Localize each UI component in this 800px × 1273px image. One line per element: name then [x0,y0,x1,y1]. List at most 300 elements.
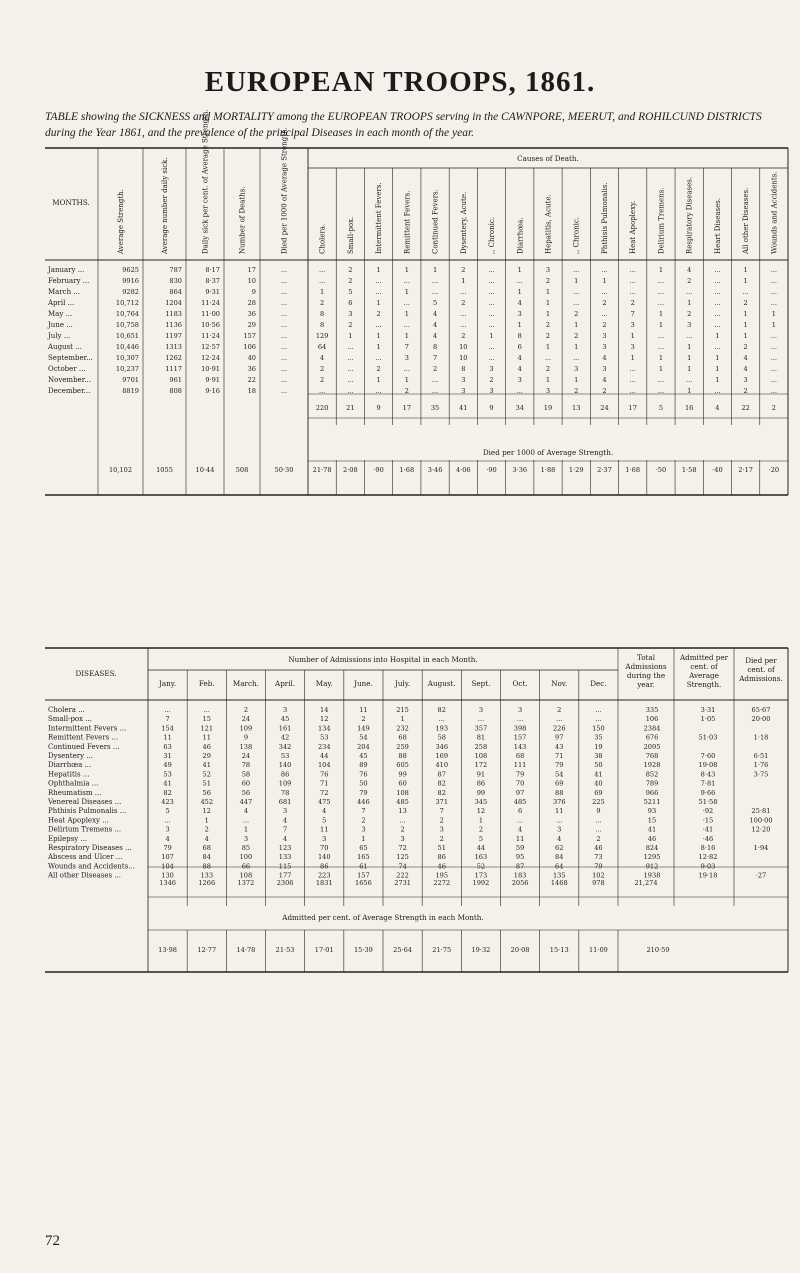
percent-cell: 19·18 [698,871,718,880]
percent-cell: ·46 [702,834,714,843]
cause-total: 220 [315,404,329,412]
table-cell: 3 [461,387,466,395]
total-cell: 789 [645,779,659,788]
month-header: July. [394,679,411,688]
column-header: ,, Chronic. [572,217,581,254]
table-cell: 1 [658,354,664,362]
total-cell: 1295 [643,853,661,862]
table-cell: 3 [602,343,607,351]
monthly-percent-cell: 19·32 [471,946,491,954]
table-cell: ... [601,310,608,318]
table-cell: 258 [474,742,488,751]
table-cell: 71 [555,752,564,760]
cause-total: 19 [543,404,553,412]
table-cell: 10·91 [201,365,220,373]
table-cell: 8 [320,321,325,329]
table-cell: 43 [555,742,564,751]
table-cell: 4 [557,834,562,843]
column-header: Number of Deaths. [238,186,247,254]
table-cell: 36 [247,365,256,373]
table-cell: 45 [359,752,368,760]
table-cell: ... [280,321,288,329]
table-cell: 49 [163,761,172,770]
table-cell: 2 [461,266,466,274]
table-cell: 29 [202,752,211,760]
table-cell: 3 [489,365,494,373]
table-cell: ... [375,321,382,329]
table-cell: 169 [435,752,449,760]
table-cell: 2 [243,706,249,714]
table-cell: 165 [357,853,370,862]
table-cell: ... [488,277,495,285]
table-cell: 3 [400,834,405,843]
table-cell: 8 [320,310,325,318]
table-cell: 2 [320,376,325,384]
month-label: October ... [48,365,86,373]
table-cell: 1 [715,376,720,384]
table-cell: 53 [280,752,290,760]
disease-label: Cholera ... [48,706,85,714]
table-cell: 1136 [165,321,182,329]
table-cell: 71 [320,779,329,788]
monthly-percent-cell: 25·64 [393,946,413,954]
table-cell: ... [318,277,326,285]
table-cell: 446 [357,798,370,806]
died-cell: 20·00 [751,715,771,724]
table-cell: ... [556,816,563,825]
cause-total: 17 [402,404,412,412]
table-cell: 2 [602,321,607,329]
month-header: Oct. [512,679,528,688]
table-cell: 150 [592,724,605,733]
column-header: Phthisis Pulmonalis. [600,182,609,254]
disease-label: Wounds and Accidents... [48,862,135,871]
table-cell: 2 [630,299,635,307]
table-cell: 18 [247,387,256,395]
table-cell: 58 [437,733,446,742]
table-cell: 1 [545,299,551,307]
table-cell: 59 [515,844,525,852]
summary-cell: 2·37 [597,466,612,474]
month-header: Dec. [590,679,607,688]
table-cell: ... [714,321,721,329]
cause-total: 4 [715,404,720,412]
months-header: MONTHS. [52,198,90,207]
table-cell: 1 [574,376,579,384]
summary-cell: 1·68 [399,466,415,474]
table-cell: 3 [517,310,522,318]
table-cell: 11 [202,733,211,742]
table-cell: 88 [555,788,564,797]
table-cell: 234 [317,742,331,751]
table-cell: 72 [398,844,407,852]
table-cell: 1 [687,365,692,373]
table-cell: 346 [435,742,449,751]
table-cell: 2 [439,834,444,843]
admitted-percent-header: Admitted per [679,653,729,662]
table-cell: 1 [743,277,748,285]
total-cell: 15 [647,816,657,825]
month-total: 1992 [472,879,490,887]
cause-total: 41 [459,404,468,412]
table-cell: 371 [435,798,449,806]
total-cell: 1928 [643,761,661,770]
table-cell: 97 [515,788,525,797]
table-cell: ... [280,332,288,340]
table-cell: 225 [592,798,605,806]
summary-cell: 50·30 [274,466,294,474]
table-cell: 8·17 [205,266,220,274]
table-cell: 154 [161,724,174,733]
table-cell: 4 [243,807,249,816]
table-cell: 41 [594,770,603,779]
table-cell: 10,758 [115,321,139,329]
table-cell: 99 [476,788,486,797]
percent-cell: 9·66 [700,788,716,797]
table-cell: 14 [320,706,329,714]
table-cell: 104 [161,862,174,871]
total-cell: 41 [647,825,657,834]
table-cell: 104 [317,761,331,770]
table-cell: ... [573,354,580,362]
table-cell: 3 [545,266,551,274]
table-cell: 3 [630,343,635,351]
summary-cell: 21·78 [312,466,332,474]
table-cell: 11·00 [201,310,220,318]
table-cell: 7 [165,715,170,724]
table-cell: 129 [315,332,329,340]
table-cell: 66 [241,862,251,871]
disease-label: Epilepsy ... [48,834,88,843]
table-cell: ... [686,332,693,340]
disease-label: Venereal Diseases ... [48,798,122,806]
table-cell: 9701 [122,376,139,384]
table-cell: ... [714,277,721,285]
table-cell: 2 [461,332,466,340]
percent-cell: ·15 [702,816,714,825]
table-cell: 100 [239,853,253,862]
table-cell: 64 [555,862,564,871]
table-cell: 4 [602,354,607,362]
table-cell: 10 [459,354,468,362]
table-cell: ... [375,288,382,296]
table-cell: 3 [557,825,562,834]
column-header: Average number daily sick. [161,157,169,254]
table-cell: ... [280,387,288,395]
table-cell: 13 [398,807,407,816]
column-header: ,, Chronic. [488,217,497,254]
table-cell: 410 [435,761,449,770]
table-cell: 1 [630,354,635,362]
table-cell: 3 [439,825,444,834]
table-cell: 78 [241,761,251,770]
table-cell: 82 [163,788,172,797]
table-cell: ... [657,332,665,340]
table-cell: 70 [320,844,329,852]
table-cell: ... [164,706,171,714]
table-cell: ... [280,376,288,384]
table-cell: 108 [239,871,253,880]
table-cell: 89 [359,761,368,770]
column-header: Intermittent Fevers. [375,182,384,254]
table-cell: 68 [515,752,525,760]
column-header: Hepatitis, Acute. [544,194,553,254]
table-cell: 111 [513,761,527,770]
table-cell: 9 [251,288,256,296]
table-cell: ... [516,715,524,724]
table-cell: 1313 [165,343,182,351]
table-cell: 1 [545,343,551,351]
table-cell: 10 [459,343,468,351]
table-cell: 1 [517,321,522,329]
table-cell: 108 [396,788,409,797]
admitted-percent-header: Strength. [686,680,722,689]
page-title: EUROPEAN TROOPS, 1861. [204,66,596,98]
table-cell: 3 [517,376,522,384]
table-cell: 1262 [165,354,182,362]
table-cell: 86 [476,779,486,788]
table-cell: 17 [247,266,256,274]
table-cell: 1 [771,310,776,318]
month-header: April. [275,679,296,688]
table-cell: 1 [658,365,664,373]
grand-total: 21,274 [634,879,658,887]
month-label: November... [48,376,91,384]
table-cell: ... [629,277,636,285]
table-cell: 1 [376,376,381,384]
column-header: Cholera. [318,223,327,254]
table-cell: 3 [348,310,353,318]
table-cell: ... [347,387,354,395]
disease-label: Continued Fevers ... [48,742,120,751]
table-cell: ... [657,376,665,384]
table-cell: 1 [771,321,776,329]
table-cell: 3 [478,706,484,714]
table-cell: 8 [461,365,466,373]
disease-label: Rheumatism ... [48,788,102,797]
table-cell: 2 [348,277,353,285]
table-cell: 8·37 [205,277,220,285]
month-header: Feb. [198,679,215,688]
table-cell: ... [657,277,665,285]
summary-cell: 2·08 [343,466,358,474]
table-cell: 3 [361,825,366,834]
table-cell: 60 [241,779,251,788]
table-cell: ... [375,387,382,395]
table-cell: 2 [545,332,551,340]
table-cell: 86 [320,862,329,871]
disease-label: All other Diseases ... [48,871,121,880]
cause-total: 34 [515,404,524,412]
total-cell: 2095 [643,742,661,751]
table-cell: 5 [165,807,170,816]
table-cell: 2 [400,825,405,834]
table-cell: 5 [322,816,327,825]
table-cell: ... [431,288,439,296]
table-cell: ... [595,706,602,714]
table-cell: 1 [630,332,635,340]
table-cell: ... [403,299,410,307]
table-cell: 1 [545,288,551,296]
table-cell: 97 [555,733,564,742]
table-cell: 1 [687,299,692,307]
table-cell: 79 [555,761,564,770]
table-cell: 808 [169,387,182,395]
table-cell: ... [573,299,580,307]
table-cell: ... [347,354,354,362]
table-cell: ... [488,343,495,351]
table-cell: 1 [478,816,484,825]
table-cell: 10·56 [201,321,220,329]
table-cell: 87 [515,862,525,871]
table-cell: 12 [320,715,329,724]
summary-cell: 1·88 [540,466,556,474]
table-cell: 485 [513,798,527,806]
table-cell: 11 [515,834,525,843]
month-header: March. [232,679,259,688]
table-cell: 173 [474,871,488,880]
table-cell: 12 [202,807,211,816]
table-cell: ... [595,816,602,825]
table-cell: ... [742,288,749,296]
table-cell: ... [347,365,354,373]
table-cell: 1117 [165,365,182,373]
table-cell: 3 [322,834,327,843]
table-cell: 961 [169,376,182,384]
table-cell: ... [714,288,721,296]
table-cell: 140 [278,761,292,770]
table-cell: 2 [376,365,381,373]
table-cell: 1 [574,321,579,329]
table-cell: 3 [574,365,579,373]
table-cell: ... [629,376,636,384]
table-cell: 51 [202,779,211,788]
table-cell: 5 [348,288,353,296]
table-cell: ... [657,299,665,307]
table-cell: 8819 [122,387,139,395]
monthly-percent-cell: 14·78 [236,946,256,954]
table-cell: 172 [474,761,488,770]
died-cell: ·27 [755,871,767,880]
monthly-percent-cell: 15·13 [549,946,569,954]
summary-cell: 10,102 [108,466,133,474]
table-cell: 68 [398,733,407,742]
table-cell: 86 [280,770,290,779]
page-number: 72 [45,1233,60,1249]
total-admissions-header: Admissions [625,662,667,671]
table-cell: 7 [404,343,409,351]
column-header: Died per 1000 of Average Strength. [280,127,289,254]
table-cell: ... [516,816,524,825]
table-cell: 81 [476,733,486,742]
table-cell: ... [280,266,288,274]
table-cell: 7 [630,310,635,318]
cause-total: 21 [346,404,355,412]
table-cell: 357 [474,724,488,733]
total-cell: 768 [645,752,659,760]
table-cell: ... [488,321,495,329]
table-cell: 787 [169,266,182,274]
table-cell: 38 [594,752,603,760]
table-cell: 36 [247,310,256,318]
table-cell: 1 [545,310,551,318]
month-total: 1656 [355,879,372,887]
table-cell: ... [770,365,778,373]
admissions-group-header: Number of Admissions into Hospital in each Month. [288,655,478,664]
table-cell: ... [403,277,410,285]
table-cell: 3 [165,825,170,834]
month-label: March ... [48,288,81,296]
total-admissions-header: year. [637,680,655,689]
table-cell: 9916 [122,277,139,285]
percent-cell: 8·16 [700,844,716,852]
table-cell: 3 [404,354,409,362]
table-cell: ... [770,332,778,340]
table-cell: 52 [202,770,211,779]
table-cell: 4 [282,834,288,843]
table-cell: ... [629,266,636,274]
table-cell: ... [573,266,580,274]
table-cell: 44 [320,752,329,760]
monthly-percent-cell: 12·77 [197,946,217,954]
admitted-percent-header: Average [689,671,719,680]
table-cell: 1 [400,715,405,724]
disease-label: Abscess and Ulcer ... [48,853,123,862]
column-header: All other Diseases. [742,187,751,254]
monthly-percent-cell: 21·53 [275,946,295,954]
table-cell: ... [375,277,382,285]
summary-cell: 2·17 [738,466,753,474]
table-cell: ... [629,288,636,296]
table-cell: ... [488,354,495,362]
table-cell: 9625 [122,266,139,274]
table-cell: 69 [555,779,564,788]
month-total: 2306 [276,879,294,887]
table-cell: 88 [398,752,407,760]
table-cell: 6 [517,807,523,816]
table-cell: 82 [437,788,446,797]
table-cell: 24 [241,715,251,724]
table-cell: 1 [204,816,209,825]
percent-cell: 7·60 [700,752,716,760]
summary-cell: 1·68 [625,466,641,474]
table-cell: 70 [515,779,525,788]
table-cell: 452 [200,798,214,806]
percent-cell: 12·82 [698,853,718,862]
month-total: 1346 [159,879,176,887]
disease-label: Delirium Tremens ... [48,825,122,834]
table-cell: 11 [320,825,329,834]
table-cell: 15 [202,715,211,724]
table-cell: 8 [517,332,522,340]
table-cell: ... [280,343,288,351]
table-cell: ... [573,288,580,296]
table-cell: 3 [461,376,466,384]
table-cell: ... [347,376,354,384]
table-cell: ... [595,825,602,834]
table-cell: 1 [743,266,748,274]
table-cell: 4 [282,816,288,825]
table-cell: 12·24 [201,354,220,362]
table-cell: 4 [432,332,438,340]
table-cell: 193 [435,724,449,733]
column-header: Delirium Tremens. [657,187,666,254]
table-cell: 84 [202,853,211,862]
table-cell: ... [488,266,495,274]
month-label: January ... [48,266,85,274]
month-total: 1831 [315,879,333,887]
table-cell: 157 [513,733,527,742]
